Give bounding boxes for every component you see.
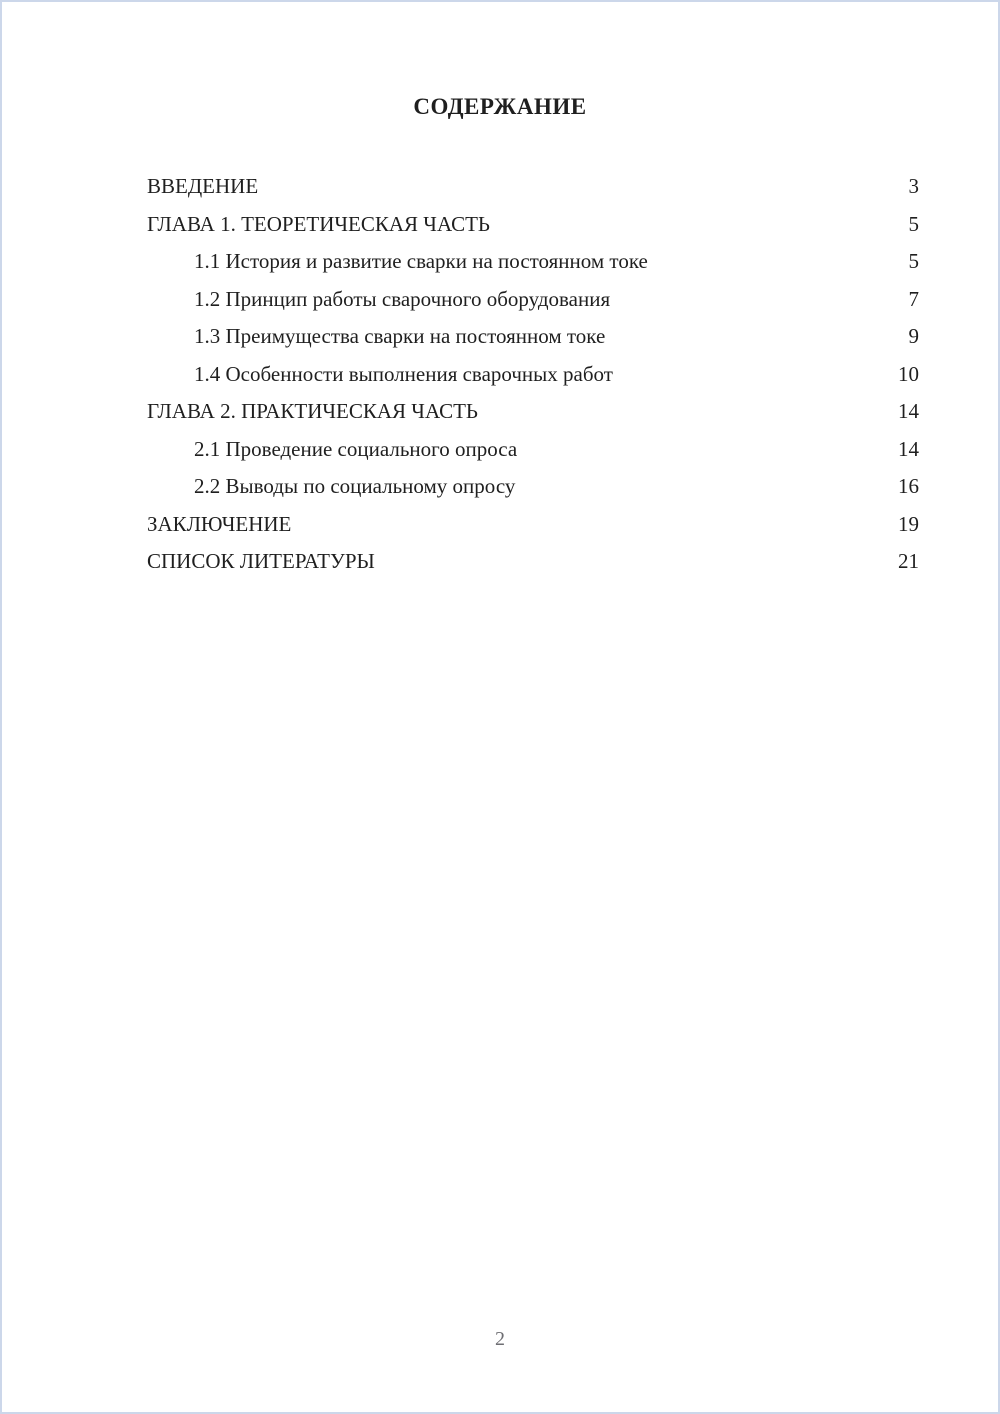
toc-list xyxy=(147,168,919,581)
toc-entry-page-number: 5 xyxy=(908,249,919,273)
toc-entry-page-number: 16 xyxy=(898,474,919,498)
toc-entry xyxy=(147,356,919,394)
toc-entry xyxy=(147,281,919,319)
toc-entry xyxy=(147,468,919,506)
toc-entry xyxy=(147,243,919,281)
toc-entry-page-number: 21 xyxy=(898,549,919,573)
toc-entry-page-number: 14 xyxy=(898,399,919,423)
toc-entry xyxy=(147,543,919,581)
toc-entry-page-number: 7 xyxy=(908,286,919,311)
toc-entry-label: 1.2 Принцип работы сварочного оборудования xyxy=(194,286,611,311)
toc-entry-page-number: 14 xyxy=(898,436,919,461)
toc-entry-page-number: 9 xyxy=(908,324,919,348)
toc-entry-label: 1.4 Особенности выполнения сварочных работ xyxy=(194,361,613,386)
toc-entry-label: 1.1 История и развитие сварки на постоянном токе xyxy=(194,249,648,273)
toc-entry-label: СПИСОК ЛИТЕРАТУРЫ xyxy=(147,549,375,573)
toc-entry-page-number: 5 xyxy=(908,211,919,236)
toc-entry-label: ГЛАВА 1. ТЕОРЕТИЧЕСКАЯ ЧАСТЬ xyxy=(147,211,490,236)
toc-entry xyxy=(147,168,919,206)
toc-entry xyxy=(147,431,919,469)
toc-entry-page-number: 10 xyxy=(898,361,919,386)
toc-entry-label: 2.1 Проведение социального опроса xyxy=(194,436,518,461)
page-title: СОДЕРЖАНИЕ xyxy=(413,94,587,119)
toc-entry-label: 1.3 Преимущества сварки на постоянном токе xyxy=(194,324,606,348)
toc-entry xyxy=(147,393,919,431)
toc-entry-label: ЗАКЛЮЧЕНИЕ xyxy=(147,511,292,536)
toc-entry xyxy=(147,318,919,356)
toc-entry-label: ВВЕДЕНИЕ xyxy=(147,174,259,198)
toc-entry xyxy=(147,506,919,544)
footer-page-number: 2 xyxy=(495,1328,505,1350)
toc-entry-label: ГЛАВА 2. ПРАКТИЧЕСКАЯ ЧАСТЬ xyxy=(147,399,478,423)
toc-entry-page-number: 3 xyxy=(908,174,919,198)
toc-entry-page-number: 19 xyxy=(898,511,919,536)
toc-entry xyxy=(147,206,919,244)
toc-entry-label: 2.2 Выводы по социальному опросу xyxy=(194,474,516,498)
